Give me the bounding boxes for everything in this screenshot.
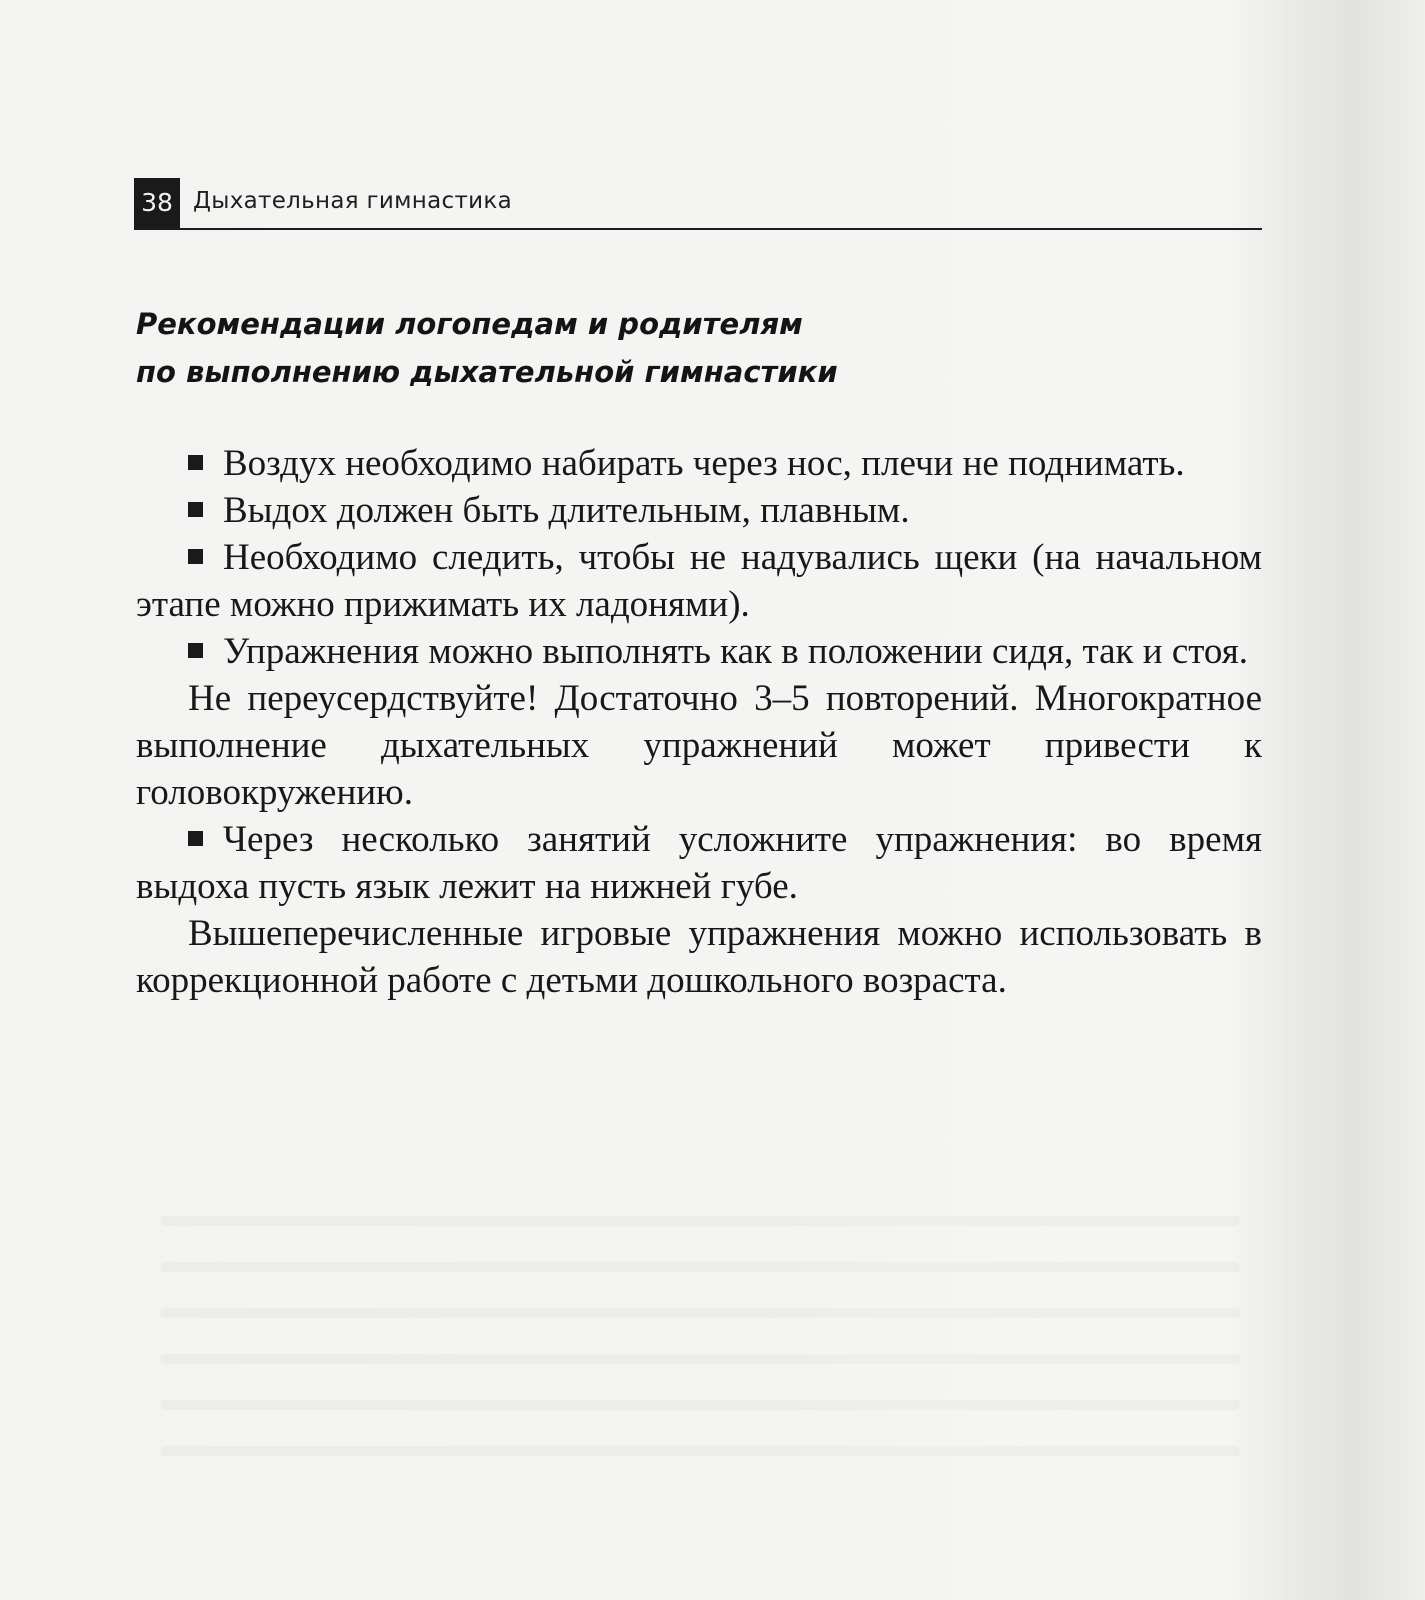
paragraph-4 [136,628,1262,675]
paragraph-6 [136,816,1262,910]
bullet-square-icon [188,831,203,846]
page-header [134,178,1262,230]
paragraph-text: Не переусердствуйте! Достаточно 3–5 повторений. Многократное выполнение дыхательных упражнений может привести к головокружению. [136,678,1262,813]
bullet-square-icon [188,643,203,658]
bleed-through-texture [160,1180,1240,1580]
paragraph-text: Упражнения можно выполнять как в положении сидя, так и стоя. [223,631,1248,672]
paragraph-text: Выдох должен быть длительным, плавным. [223,490,910,531]
bullet-square-icon [188,502,203,517]
running-title: Дыхательная гимнастика [193,188,513,214]
paragraph-2 [136,487,1262,534]
section-heading [136,300,956,396]
bullet-square-icon [188,455,203,470]
section-heading-line-2: по выполнению дыхательной гимнастики [136,355,838,389]
paragraph-text: Вышеперечисленные игровые упражнения можно использовать в коррекционной работе с детьми дошкольного возраста. [136,913,1262,1001]
paragraph-7 [136,910,1262,1004]
section-heading-line-1: Рекомендации логопедам и родителям [136,307,803,341]
paragraph-5 [136,675,1262,816]
page-number: 38 [134,178,180,228]
bullet-square-icon [188,549,203,564]
paragraph-1 [136,440,1262,487]
paragraph-text: Через несколько занятий усложните упражнения: во время выдоха пусть язык лежит на нижней губе. [136,819,1262,907]
paragraph-text: Воздух необходимо набирать через нос, плечи не поднимать. [223,443,1185,484]
paragraph-3 [136,534,1262,628]
body-text [136,440,1262,1004]
paragraph-text: Необходимо следить, чтобы не надувались щеки (на начальном этапе можно прижимать их ладонями). [136,537,1262,625]
